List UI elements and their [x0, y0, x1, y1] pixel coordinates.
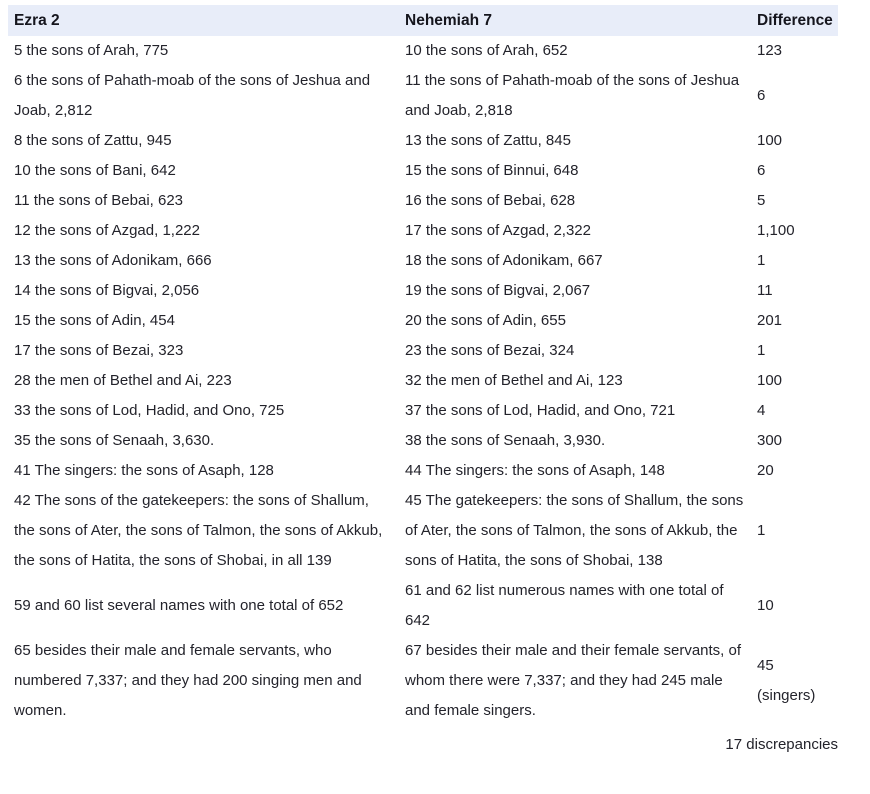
difference-cell: 100 — [757, 372, 783, 389]
table-row — [8, 156, 838, 186]
ezra-cell: 28 the men of Bethel and Ai, 223 — [14, 372, 232, 389]
difference-cell: 10 — [757, 597, 774, 614]
column-header-difference: Difference — [751, 5, 838, 36]
difference-cell: 1 — [757, 342, 766, 359]
difference-cell: 1 — [757, 522, 766, 539]
nehemiah-cell: 45 The gatekeepers: the sons of Shallum, the sons of Ater, the sons of Talmon, the sons of Akkub, the sons of Hatita, the sons of Shobai, 138 — [405, 492, 744, 569]
difference-cell: 123 — [757, 42, 783, 59]
difference-cell: 1 — [757, 252, 766, 269]
table-row — [8, 276, 838, 306]
ezra-cell: 13 the sons of Adonikam, 666 — [14, 252, 212, 269]
table-row — [8, 126, 838, 156]
nehemiah-cell: 23 the sons of Bezai, 324 — [405, 342, 575, 359]
ezra-cell: 33 the sons of Lod, Hadid, and Ono, 725 — [14, 402, 285, 419]
table-row — [8, 246, 838, 276]
ezra-cell: 14 the sons of Bigvai, 2,056 — [14, 282, 200, 299]
table-row — [8, 66, 838, 126]
difference-cell: 11 — [757, 282, 773, 299]
nehemiah-cell: 20 the sons of Adin, 655 — [405, 312, 566, 329]
table-row — [8, 366, 838, 396]
difference-cell: 201 — [757, 312, 783, 329]
table-row — [8, 396, 838, 426]
difference-cell: 6 — [757, 162, 766, 179]
nehemiah-cell: 18 the sons of Adonikam, 667 — [405, 252, 603, 269]
ezra-nehemiah-comparison-table — [8, 5, 838, 726]
table-row — [8, 336, 838, 366]
ezra-cell: 65 besides their male and female servants, who numbered 7,337; and they had 200 singing men and women. — [14, 642, 362, 719]
table-row — [8, 306, 838, 336]
difference-cell: 45 (singers) — [757, 657, 816, 704]
ezra-cell: 15 the sons of Adin, 454 — [14, 312, 175, 329]
header-row — [8, 5, 838, 36]
ezra-cell: 11 the sons of Bebai, 623 — [14, 192, 184, 209]
nehemiah-cell: 37 the sons of Lod, Hadid, and Ono, 721 — [405, 402, 676, 419]
nehemiah-cell: 16 the sons of Bebai, 628 — [405, 192, 576, 209]
table-row — [8, 186, 838, 216]
ezra-cell: 12 the sons of Azgad, 1,222 — [14, 222, 200, 239]
table-row — [8, 426, 838, 456]
ezra-cell: 59 and 60 list several names with one total of 652 — [14, 597, 344, 614]
nehemiah-cell: 19 the sons of Bigvai, 2,067 — [405, 282, 591, 299]
ezra-cell: 35 the sons of Senaah, 3,630. — [14, 432, 215, 449]
difference-cell: 100 — [757, 132, 783, 149]
nehemiah-cell: 67 besides their male and their female servants, of whom there were 7,337; and they had 245 male and female singers. — [405, 642, 742, 719]
table-row — [8, 576, 838, 636]
nehemiah-cell: 10 the sons of Arah, 652 — [405, 42, 568, 59]
difference-cell: 20 — [757, 462, 774, 479]
column-header-nehemiah: Nehemiah 7 — [399, 5, 751, 36]
ezra-cell: 10 the sons of Bani, 642 — [14, 162, 176, 179]
table-row — [8, 486, 838, 576]
nehemiah-cell: 61 and 62 list numerous names with one total of 642 — [405, 582, 724, 629]
difference-cell: 1,100 — [757, 222, 795, 239]
nehemiah-cell: 17 the sons of Azgad, 2,322 — [405, 222, 591, 239]
discrepancy-total: 17 discrepancies — [725, 736, 838, 753]
nehemiah-cell: 32 the men of Bethel and Ai, 123 — [405, 372, 623, 389]
ezra-cell: 42 The sons of the gatekeepers: the sons of Shallum, the sons of Ater, the sons of Talmon, the sons of Akkub, the sons of Hatita, the sons of Shobai, in all 139 — [14, 492, 383, 569]
difference-cell: 6 — [757, 87, 766, 104]
ezra-cell: 6 the sons of Pahath-moab of the sons of Jeshua and Joab, 2,812 — [14, 72, 371, 119]
difference-cell: 4 — [757, 402, 766, 419]
nehemiah-cell: 44 The singers: the sons of Asaph, 148 — [405, 462, 665, 479]
ezra-cell: 5 the sons of Arah, 775 — [14, 42, 169, 59]
ezra-cell: 41 The singers: the sons of Asaph, 128 — [14, 462, 274, 479]
column-header-ezra: Ezra 2 — [8, 5, 399, 36]
nehemiah-cell: 15 the sons of Binnui, 648 — [405, 162, 579, 179]
table-row — [8, 456, 838, 486]
table-row — [8, 216, 838, 246]
ezra-cell: 17 the sons of Bezai, 323 — [14, 342, 184, 359]
nehemiah-cell: 38 the sons of Senaah, 3,930. — [405, 432, 606, 449]
table-row — [8, 636, 838, 726]
table-row — [8, 36, 838, 66]
nehemiah-cell: 11 the sons of Pahath-moab of the sons of Jeshua and Joab, 2,818 — [405, 72, 740, 119]
nehemiah-cell: 13 the sons of Zattu, 845 — [405, 132, 571, 149]
ezra-cell: 8 the sons of Zattu, 945 — [14, 132, 172, 149]
difference-cell: 5 — [757, 192, 766, 209]
difference-cell: 300 — [757, 432, 783, 449]
